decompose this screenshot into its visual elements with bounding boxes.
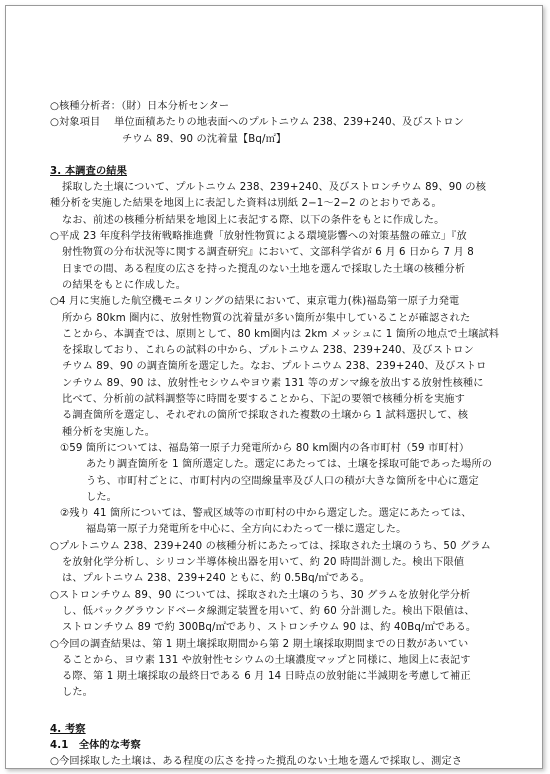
paragraph-line: 採取した土壌について、プルトニウム 238、239+240、及びストロンチウム 89、90 の核 xyxy=(62,182,487,194)
section-3-title: 3. 本調査の結果 xyxy=(50,165,127,177)
bullet-line: ○今回の調査結果は、第 1 期土壌採取期間から第 2 期土壌採取期間までの日数があいてい xyxy=(50,638,469,650)
target-item-line: ○対象項目 単位面積あたりの地表面へのプルトニウム 238、239+240、及びストロン xyxy=(50,117,465,129)
numbered-line: ②残り 41 箇所については、警戒区域等の市町村の中から選定した。選定にあたっては、 xyxy=(60,508,472,520)
section-4-1-title: 4.1 全体的な考察 xyxy=(50,739,141,751)
bullet-line: ○今回採取した土壌は、ある程度の広さを持った撹乱のない土地を選んで採取し、測定さ xyxy=(50,756,463,768)
bullet-line-cont: を放射化学分析し、シリコン半導体検出器を用いて、約 20 時間計測した。検出下限値 xyxy=(62,557,465,569)
paragraph-line: 種分析を実施した結果を地図上に表記した資料は別紙 2−1〜2−2 のとおりである。 xyxy=(50,198,442,210)
section-4-title: 4. 考察 xyxy=(50,723,86,735)
bullet-line-cont: は、プルトニウム 238、239+240 ともに、約 0.5Bq/㎡である。 xyxy=(62,573,371,585)
numbered-line: ①59 箇所については、福島第一原子力発電所から 80 km圏内の各市町村（59 市町村） xyxy=(60,442,470,454)
bullet-line-cont: の結果をもとに作成した。 xyxy=(62,279,187,291)
bullet-line-cont: ストロンチウム 89 で約 300Bq/㎡であり、ストロンチウム 90 は、約 40Bq/㎡である。 xyxy=(62,622,477,634)
bullet-line-cont: 日までの間、ある程度の広さを持った撹乱のない土地を選んで採取した土壌の核種分析 xyxy=(62,263,466,275)
numbered-line-cont: 福島第一原子力発電所を中心に、全方向にわたって一様に選定した。 xyxy=(86,524,407,536)
bullet-line-cont: を採取しており、これらの試料の中から、プルトニウム 238、239+240、及びストロン xyxy=(62,345,474,357)
bullet-line: ○4 月に実施した航空機モニタリングの結果において、東京電力(株)福島第一原子力発電 xyxy=(50,296,460,308)
bullet-line-cont: ることから、ヨウ素 131 や放射性セシウムの土壌濃度マップと同様に、地図上に表記す xyxy=(62,654,471,666)
numbered-line-cont: うち、市町村ごとに、市町村内の空間線量率及び人口の積が大きな箇所を中心に選定 xyxy=(86,475,479,487)
bullet-line-cont: る調査箇所を選定し、それぞれの箇所で採取された複数の土壌から 1 試料選択して、核 xyxy=(62,410,469,422)
bullet-line-cont: チウム 89、90 の調査箇所を選定した。なお、プルトニウム 238、239+240、及びストロ xyxy=(62,361,487,373)
bullet-line-cont: ことから、本調査では、原則として、80 km圏内は 2km メッシュに 1 箇所の地点で土壌試料 xyxy=(62,328,500,340)
bullet-line: ○プルトニウム 238、239+240 の核種分析にあたっては、採取された土壌のうち、50 グラム xyxy=(50,540,491,552)
document-body xyxy=(50,99,502,769)
bullet-line-cont: し、低バックグラウンドベータ線測定装置を用いて、約 60 分計測した。検出下限値は、 xyxy=(62,605,475,617)
analysis-org-line: ○核種分析者：（財）日本分析センター xyxy=(50,101,230,112)
numbered-line-cont: あたり調査箇所を 1 箇所選定した。選定にあたっては、土壌を採取可能であった場所の xyxy=(86,459,493,471)
bullet-line-cont: ンチウム 89、90 は、放射性セシウムやヨウ素 131 等のガンマ線を放出する放射性核種に xyxy=(62,377,484,389)
paragraph-line: なお、前述の核種分析結果を地図上に表記する際、以下の条件をもとに作成した。 xyxy=(62,214,445,226)
bullet-line: ○ストロンチウム 89、90 については、採取された土壌のうち、30 グラムを放射化学分析 xyxy=(50,589,471,601)
target-item-line-cont: チウム 89、90 の沈着量【Bq/㎡】 xyxy=(122,133,287,145)
bullet-line-cont: した。 xyxy=(62,687,94,699)
bullet-line-cont: 射性物質の分布状況等に関する調査研究』において、文部科学省が 6 月 6 日から 7 月 8 xyxy=(62,247,474,259)
document-page xyxy=(5,5,543,769)
numbered-line-cont: した。 xyxy=(86,491,118,503)
bullet-line: ○平成 23 年度科学技術戦略推進費「放射性物質による環境影響への対策基盤の確立」『放 xyxy=(50,231,467,243)
bullet-line-cont: 比べて、分析前の試料調整等に時間を要することから、下記の要領で核種分析を実施す xyxy=(62,394,465,406)
bullet-line-cont: る際、第 1 期土壌採取の最終日である 6 月 14 日時点の放射能に半減期を考慮して補正 xyxy=(62,671,471,683)
bullet-line-cont: 所から 80km 圏内に、放射性物質の沈着量が多い箇所が集中していることが確認された xyxy=(62,312,471,324)
bullet-line-cont: 種分析を実施した。 xyxy=(62,426,156,438)
